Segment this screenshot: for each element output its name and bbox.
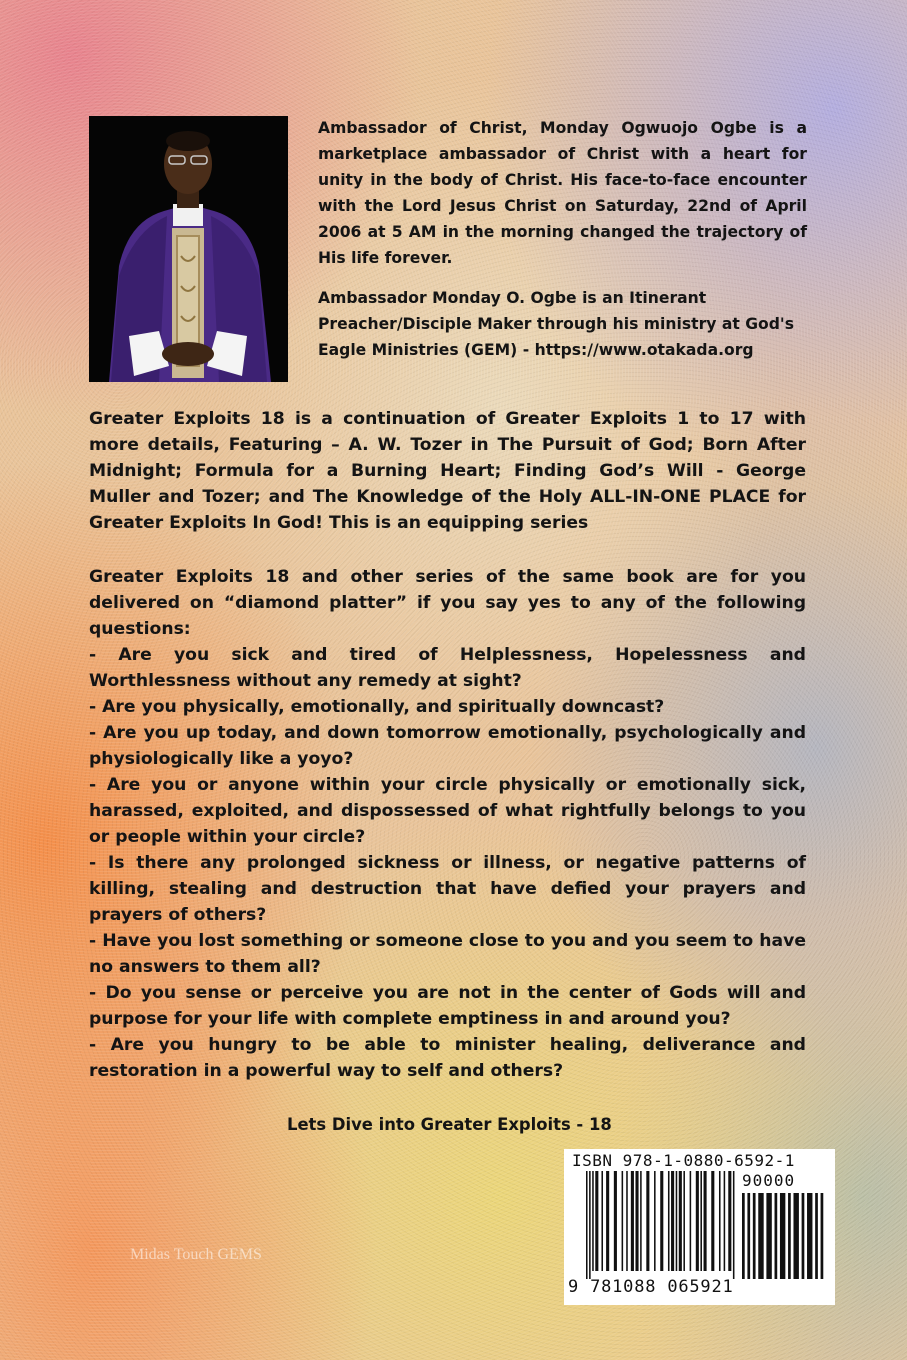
question-item: - Are you sick and tired of Helplessness, Hopelessness and Worthlessness without any remedy at sight? bbox=[89, 645, 806, 691]
barcode-bar bbox=[626, 1171, 628, 1271]
isbn-label: ISBN 978-1-0880-6592-1 bbox=[572, 1151, 795, 1170]
question-item: - Are you hungry to be able to minister healing, deliverance and restoration in a powerful way to self and others? bbox=[89, 1035, 806, 1081]
author-photo bbox=[89, 116, 288, 382]
barcode-bar bbox=[654, 1171, 656, 1271]
barcode-bar bbox=[753, 1193, 756, 1279]
barcode-bar bbox=[631, 1171, 634, 1271]
barcode-bar bbox=[724, 1171, 726, 1271]
barcode-bar bbox=[728, 1171, 731, 1271]
question-item: - Are you or anyone within your circle physically or emotionally sick, harassed, exploited, and dispossessed of what rightfully belongs to you or people within your circle? bbox=[89, 775, 806, 847]
barcode-bar bbox=[700, 1171, 702, 1271]
barcode-bar bbox=[758, 1193, 763, 1279]
intro-paragraph: Greater Exploits 18 and other series of the same book are for you delivered on “diamond platter” if you say yes to any of the following questions: bbox=[89, 567, 806, 639]
barcode-bar bbox=[606, 1171, 609, 1271]
barcode-bar bbox=[679, 1171, 682, 1271]
barcode-bar bbox=[668, 1171, 670, 1271]
ministry-line: Eagle Ministries (GEM) - https://www.otakada.org bbox=[318, 341, 754, 359]
question-item: - Are you physically, emotionally, and spiritually downcast? bbox=[89, 697, 665, 717]
barcode-bar bbox=[646, 1171, 649, 1271]
barcode-bar bbox=[589, 1171, 591, 1279]
barcode-bar bbox=[780, 1193, 785, 1279]
barcode-bar bbox=[821, 1193, 824, 1279]
barcode-bar bbox=[690, 1171, 692, 1271]
barcode-bar bbox=[711, 1171, 714, 1271]
barcode-bar bbox=[660, 1171, 663, 1271]
book-description: Greater Exploits 18 is a continuation of Greater Exploits 1 to 17 with more details, Featuring – A. W. Tozer in The Pursuit of God; Born After Midnight; Formula for a Burning Heart; Finding God’s Will - George Muller and Tozer; and The Knowledge of the Holy ALL-IN-ONE PLACE for Greater Exploits In God! This is an equipping series bbox=[89, 409, 806, 533]
addon-barcode-bars bbox=[742, 1193, 826, 1279]
barcode-addon-number: 90000 bbox=[742, 1171, 796, 1190]
tagline: Lets Dive into Greater Exploits - 18 bbox=[287, 1115, 612, 1134]
barcode-bar bbox=[676, 1171, 678, 1271]
question-item: - Have you lost something or someone close to you and you seem to have no answers to them all? bbox=[89, 931, 806, 977]
barcode-bar bbox=[622, 1171, 624, 1271]
question-item: - Do you sense or perceive you are not in the center of Gods will and purpose for your life with complete emptiness in and around you? bbox=[89, 983, 806, 1029]
barcode-bar bbox=[640, 1171, 642, 1271]
barcode-bars bbox=[586, 1171, 736, 1279]
barcode-bar bbox=[614, 1171, 617, 1271]
barcode-bar bbox=[807, 1193, 812, 1279]
barcode-bar bbox=[592, 1171, 594, 1271]
author-ministry-paragraph bbox=[318, 285, 807, 363]
barcode-bar bbox=[793, 1193, 798, 1279]
publisher-name: Midas Touch GEMS bbox=[130, 1246, 262, 1263]
barcode-bar bbox=[802, 1193, 805, 1279]
barcode-bar bbox=[595, 1171, 598, 1271]
question-item: - Are you up today, and down tomorrow emotionally, psychologically and physiologically like a yoyo? bbox=[89, 723, 806, 769]
barcode-digits: 9 781088 065921 bbox=[568, 1277, 734, 1297]
barcode-bar bbox=[815, 1193, 818, 1279]
isbn-barcode bbox=[564, 1149, 835, 1305]
ministry-line: Ambassador Monday O. Ogbe is an Itinerant bbox=[318, 289, 707, 307]
ministry-line: Preacher/Disciple Maker through his ministry at God's bbox=[318, 315, 794, 333]
question-item: - Is there any prolonged sickness or illness, or negative patterns of killing, stealing and destruction that have defied your prayers and prayers of others? bbox=[89, 853, 806, 925]
question-list bbox=[89, 642, 806, 1084]
barcode-bar bbox=[766, 1193, 771, 1279]
barcode-bar bbox=[788, 1193, 791, 1279]
barcode-bar bbox=[742, 1193, 745, 1279]
barcode-bar bbox=[733, 1171, 735, 1279]
barcode-bar bbox=[704, 1171, 707, 1271]
barcode-bar bbox=[747, 1193, 750, 1279]
barcode-bar bbox=[683, 1171, 685, 1271]
barcode-bar bbox=[775, 1193, 778, 1279]
author-bio-paragraph: Ambassador of Christ, Monday Ogwuojo Ogbe is a marketplace ambassador of Christ with a heart for unity in the body of Christ. His face-to-face encounter with the Lord Jesus Christ on Saturday, 22nd of April 2006 at 5 AM in the morning changed the trajectory of His life forever. bbox=[318, 119, 807, 267]
barcode-bar bbox=[586, 1171, 588, 1279]
barcode-bar bbox=[635, 1171, 638, 1271]
barcode-bar bbox=[601, 1171, 603, 1271]
barcode-bar bbox=[696, 1171, 699, 1271]
barcode-bar bbox=[719, 1171, 721, 1271]
barcode-bar bbox=[671, 1171, 674, 1271]
